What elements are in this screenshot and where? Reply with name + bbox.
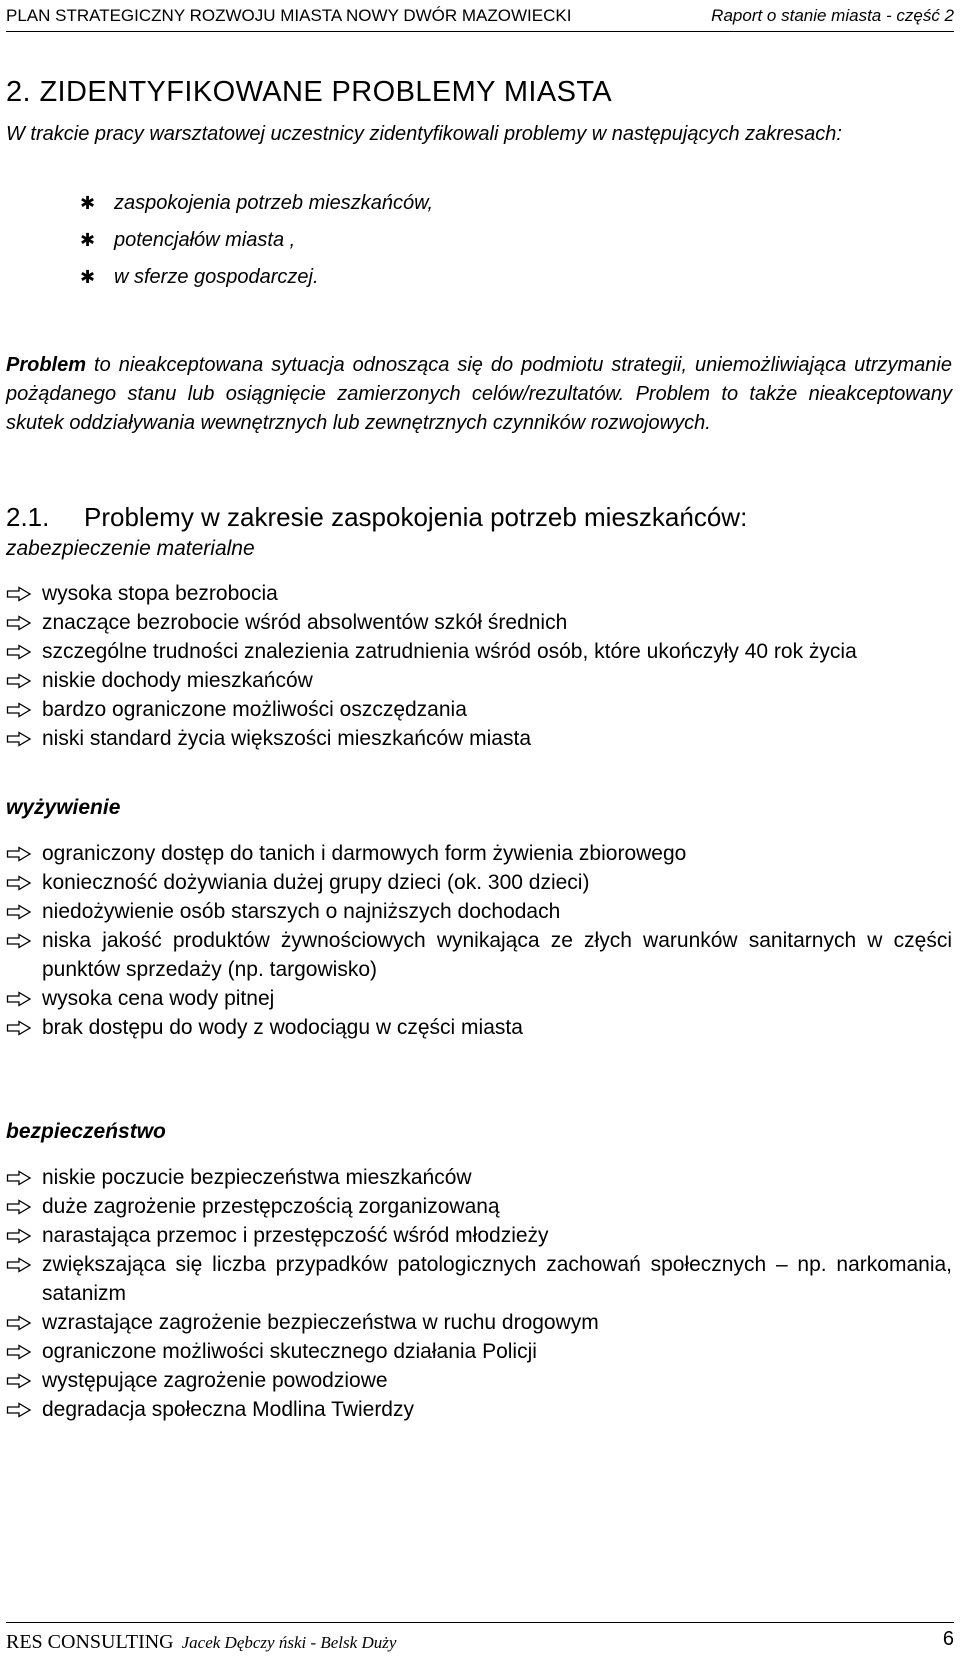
section-heading: 2. ZIDENTYFIKOWANE PROBLEMY MIASTA bbox=[6, 76, 613, 108]
arrow-bullet-icon bbox=[6, 1402, 32, 1418]
arrow-bullet-icon bbox=[6, 702, 32, 718]
category-title: wyżywienie bbox=[6, 796, 121, 819]
list-item: ✱ potencjałów miasta , bbox=[80, 229, 296, 251]
category-list bbox=[6, 579, 952, 753]
list-item: szczególne trudności znalezienia zatrudnienia wśród osób, które ukończyły 40 rok życia bbox=[6, 637, 952, 666]
definition-term: Problem bbox=[6, 354, 87, 376]
arrow-bullet-icon bbox=[6, 1199, 32, 1215]
running-header bbox=[6, 4, 954, 28]
list-item: duże zagrożenie przestępczością zorganizowaną bbox=[6, 1192, 952, 1221]
arrow-bullet-icon bbox=[6, 1373, 32, 1389]
footer-rule bbox=[6, 1622, 954, 1623]
section-intro: W trakcie pracy warsztatowej uczestnicy zidentyfikowali problemy w następujących zakresach: bbox=[6, 123, 842, 145]
header-part: Raport o stanie miasta - część 2 bbox=[711, 6, 954, 25]
page-footer bbox=[6, 1628, 954, 1658]
list-item: wysoka stopa bezrobocia bbox=[6, 579, 952, 608]
header-rule bbox=[6, 31, 954, 32]
list-item: brak dostępu do wody z wodociągu w części miasta bbox=[6, 1013, 952, 1042]
subsection-title: Problemy w zakresie zaspokojenia potrzeb mieszkańców: bbox=[84, 502, 748, 532]
arrow-bullet-icon bbox=[6, 904, 32, 920]
list-item: wysoka cena wody pitnej bbox=[6, 984, 952, 1013]
problem-areas-list bbox=[80, 185, 433, 296]
arrow-bullet-icon bbox=[6, 586, 32, 602]
subsection-number: 2.1. bbox=[6, 502, 50, 532]
arrow-bullet-icon bbox=[6, 1257, 32, 1273]
asterisk-bullet-icon: ✱ bbox=[80, 193, 96, 213]
list-item: niskie poczucie bezpieczeństwa mieszkańców bbox=[6, 1163, 952, 1192]
page-number: 6 bbox=[942, 1628, 954, 1650]
arrow-bullet-icon bbox=[6, 1315, 32, 1331]
list-item: ✱ zaspokojenia potrzeb mieszkańców, bbox=[80, 192, 434, 214]
list-item: niski standard życia większości mieszkańców miasta bbox=[6, 724, 952, 753]
list-item: ograniczony dostęp do tanich i darmowych form żywienia zbiorowego bbox=[6, 839, 952, 868]
arrow-bullet-icon bbox=[6, 1170, 32, 1186]
category-list bbox=[6, 839, 952, 1042]
arrow-bullet-icon bbox=[6, 1228, 32, 1244]
asterisk-bullet-icon: ✱ bbox=[80, 230, 96, 250]
list-item: wzrastające zagrożenie bezpieczeństwa w ruchu drogowym bbox=[6, 1308, 952, 1337]
category-title: zabezpieczenie materialne bbox=[6, 537, 255, 560]
list-item: znaczące bezrobocie wśród absolwentów szkół średnich bbox=[6, 608, 952, 637]
arrow-bullet-icon bbox=[6, 1020, 32, 1036]
header-title: PLAN STRATEGICZNY ROZWOJU MIASTA NOWY DWÓR MAZOWIECKI bbox=[6, 6, 572, 25]
category-list bbox=[6, 1163, 952, 1424]
arrow-bullet-icon bbox=[6, 846, 32, 862]
list-item: ✱ w sferze gospodarczej. bbox=[80, 266, 319, 288]
definition-text: to nieakceptowana sytuacja odnosząca się do podmiotu strategii, uniemożliwiająca utrzymanie pożądanego stanu lub osiągnięcie zamierzonych celów/rezultatów. Problem to także nieakceptowany skutek oddziaływania wewnętrznych lub zewnętrznych czynników rozwojowych. bbox=[6, 354, 952, 434]
footer-company: RES CONSULTING bbox=[6, 1631, 174, 1653]
list-item: niedożywienie osób starszych o najniższych dochodach bbox=[6, 897, 952, 926]
list-item: bardzo ograniczone możliwości oszczędzania bbox=[6, 695, 952, 724]
arrow-bullet-icon bbox=[6, 933, 32, 949]
arrow-bullet-icon bbox=[6, 1344, 32, 1360]
problem-definition bbox=[6, 351, 952, 438]
arrow-bullet-icon bbox=[6, 991, 32, 1007]
asterisk-bullet-icon: ✱ bbox=[80, 267, 96, 287]
category-title: bezpieczeństwo bbox=[6, 1120, 166, 1143]
arrow-bullet-icon bbox=[6, 731, 32, 747]
footer-authors: Jacek Dębczy ński - Belsk Duży bbox=[181, 1633, 397, 1652]
arrow-bullet-icon bbox=[6, 875, 32, 891]
arrow-bullet-icon bbox=[6, 673, 32, 689]
list-item: niskie dochody mieszkańców bbox=[6, 666, 952, 695]
list-item: narastająca przemoc i przestępczość wśród młodzieży bbox=[6, 1221, 952, 1250]
arrow-bullet-icon bbox=[6, 615, 32, 631]
list-item: degradacja społeczna Modlina Twierdzy bbox=[6, 1395, 952, 1424]
subsection-heading bbox=[6, 502, 747, 533]
list-item: zwiększająca się liczba przypadków patologicznych zachowań społecznych – np. narkomania, satanizm bbox=[6, 1250, 952, 1308]
list-item: niska jakość produktów żywnościowych wynikająca ze złych warunków sanitarnych w części punktów sprzedaży (np. targowisko) bbox=[6, 926, 952, 984]
list-item: ograniczone możliwości skutecznego działania Policji bbox=[6, 1337, 952, 1366]
arrow-bullet-icon bbox=[6, 644, 32, 660]
list-item: występujące zagrożenie powodziowe bbox=[6, 1366, 952, 1395]
list-item: konieczność dożywiania dużej grupy dzieci (ok. 300 dzieci) bbox=[6, 868, 952, 897]
